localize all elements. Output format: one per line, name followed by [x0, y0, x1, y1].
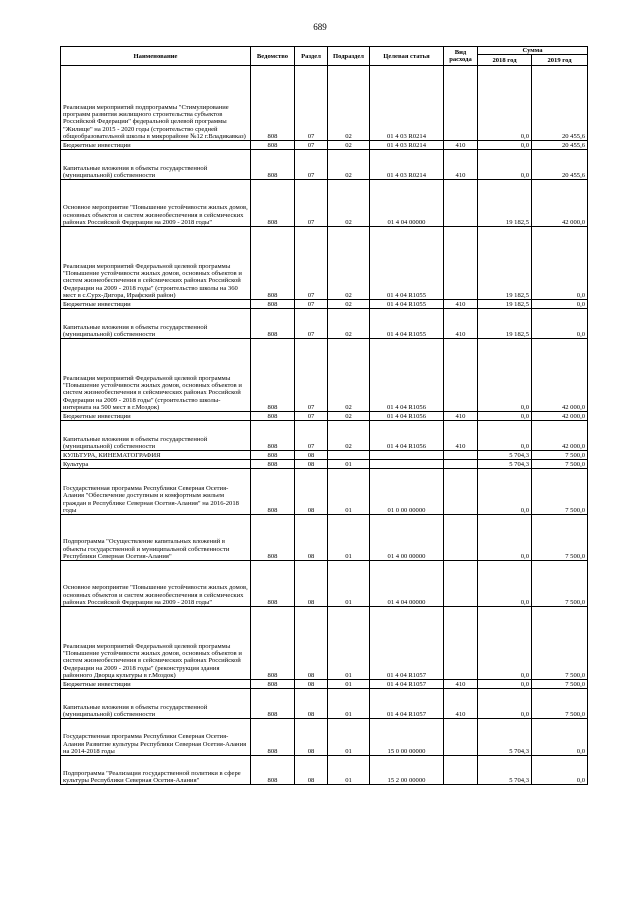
row-celevaya: 01 4 04 R1056	[370, 412, 444, 421]
row-celevaya: 01 4 03 R0214	[370, 141, 444, 150]
row-podrazdel: 01	[328, 515, 370, 561]
row-sum-2019: 42 000,0	[532, 339, 588, 412]
row-vid	[444, 460, 478, 469]
row-vid: 410	[444, 421, 478, 451]
row-vid	[444, 607, 478, 680]
row-razdel: 08	[295, 756, 328, 785]
row-razdel: 07	[295, 300, 328, 309]
row-sum-2018: 0,0	[478, 66, 532, 141]
table-row	[61, 66, 588, 141]
row-celevaya: 15 0 00 00000	[370, 719, 444, 756]
header-name: Наименование	[61, 47, 251, 66]
row-podrazdel: 01	[328, 469, 370, 515]
row-sum-2019: 42 000,0	[532, 421, 588, 451]
row-sum-2018: 19 182,5	[478, 300, 532, 309]
row-razdel: 07	[295, 66, 328, 141]
row-sum-2019: 20 455,6	[532, 150, 588, 180]
row-celevaya: 01 4 04 R1057	[370, 680, 444, 689]
row-celevaya: 01 4 04 R1057	[370, 689, 444, 719]
row-name: Реализация мероприятий подпрограммы "Стимулирование программ развития жилищного строительства субъектов Российской Федерации" федеральной целевой программы "Жилище" на 2015 - 2020 годы (строительство средней общеобразовательной школы в микрорайоне №12 г.Владикавказ)	[61, 66, 251, 141]
row-sum-2018: 0,0	[478, 689, 532, 719]
table-row	[61, 689, 588, 719]
row-celevaya: 01 4 04 00000	[370, 561, 444, 607]
row-sum-2019: 0,0	[532, 227, 588, 300]
row-vedomstvo: 808	[251, 300, 295, 309]
row-podrazdel: 02	[328, 150, 370, 180]
row-vedomstvo: 808	[251, 719, 295, 756]
row-sum-2019: 7 500,0	[532, 469, 588, 515]
row-vedomstvo: 808	[251, 421, 295, 451]
row-podrazdel: 01	[328, 689, 370, 719]
row-name: Капитальные вложения в объекты государственной (муниципальной) собственности	[61, 309, 251, 339]
row-vedomstvo: 808	[251, 141, 295, 150]
row-vedomstvo: 808	[251, 689, 295, 719]
row-vedomstvo: 808	[251, 460, 295, 469]
row-sum-2018: 0,0	[478, 412, 532, 421]
row-razdel: 07	[295, 150, 328, 180]
row-name: Бюджетные инвестиции	[61, 300, 251, 309]
table-row	[61, 227, 588, 300]
row-vid	[444, 451, 478, 460]
row-name: Капитальные вложения в объекты государственной (муниципальной) собственности	[61, 150, 251, 180]
row-razdel: 08	[295, 469, 328, 515]
row-sum-2018: 19 182,5	[478, 309, 532, 339]
row-vid: 410	[444, 412, 478, 421]
row-razdel: 07	[295, 227, 328, 300]
row-celevaya: 01 4 04 R1057	[370, 607, 444, 680]
row-razdel: 08	[295, 561, 328, 607]
budget-table	[60, 46, 588, 785]
row-celevaya: 01 4 04 00000	[370, 180, 444, 227]
row-vedomstvo: 808	[251, 451, 295, 460]
table-body	[61, 66, 588, 785]
header-2018: 2018 год	[478, 55, 532, 66]
row-celevaya: 01 4 04 R1055	[370, 300, 444, 309]
row-vedomstvo: 808	[251, 227, 295, 300]
row-celevaya: 01 4 04 R1056	[370, 339, 444, 412]
row-vid	[444, 180, 478, 227]
header-summa: Сумма	[478, 47, 588, 55]
row-vedomstvo: 808	[251, 309, 295, 339]
row-razdel: 07	[295, 412, 328, 421]
row-sum-2018: 5 704,3	[478, 460, 532, 469]
row-vid	[444, 561, 478, 607]
row-vid: 410	[444, 309, 478, 339]
row-vedomstvo: 808	[251, 150, 295, 180]
row-name: Бюджетные инвестиции	[61, 141, 251, 150]
row-name: Культура	[61, 460, 251, 469]
row-sum-2018: 0,0	[478, 339, 532, 412]
row-podrazdel: 02	[328, 180, 370, 227]
row-vedomstvo: 808	[251, 561, 295, 607]
table-row	[61, 421, 588, 451]
row-name: Реализация мероприятий Федеральной целевой программы "Повышение устойчивости жилых домов, основных объектов и систем жизнеобеспечения в сейсмических районах Российской Федерации на 2009 - 2018 годы" (строительство школы на 360 мест в с.Сурх-Дигора, Ирафский район)	[61, 227, 251, 300]
row-name: Бюджетные инвестиции	[61, 412, 251, 421]
row-razdel: 08	[295, 515, 328, 561]
row-sum-2018: 5 704,3	[478, 719, 532, 756]
row-name: Капитальные вложения в объекты государственной (муниципальной) собственности	[61, 421, 251, 451]
row-sum-2018: 0,0	[478, 141, 532, 150]
row-sum-2018: 0,0	[478, 607, 532, 680]
row-vedomstvo: 808	[251, 469, 295, 515]
row-sum-2019: 0,0	[532, 300, 588, 309]
row-razdel: 07	[295, 141, 328, 150]
header-razdel: Раздел	[295, 47, 328, 66]
row-name: КУЛЬТУРА, КИНЕМАТОГРАФИЯ	[61, 451, 251, 460]
row-razdel: 07	[295, 180, 328, 227]
row-celevaya	[370, 451, 444, 460]
row-sum-2018: 0,0	[478, 561, 532, 607]
row-vid: 410	[444, 150, 478, 180]
row-razdel: 08	[295, 460, 328, 469]
row-vid	[444, 339, 478, 412]
table-row	[61, 515, 588, 561]
row-podrazdel: 01	[328, 561, 370, 607]
row-podrazdel: 02	[328, 421, 370, 451]
row-celevaya: 01 4 04 R1055	[370, 227, 444, 300]
row-razdel: 07	[295, 309, 328, 339]
row-sum-2018: 19 182,5	[478, 227, 532, 300]
row-podrazdel: 02	[328, 227, 370, 300]
row-name: Реализация мероприятий Федеральной целевой программы "Повышение устойчивости жилых домов, основных объектов и систем жизнеобеспечения в сейсмических районах Российской Федерации на 2009 - 2018 годы" (реконструкция здания районного Дворца культуры в г.Моздок)	[61, 607, 251, 680]
row-podrazdel: 02	[328, 141, 370, 150]
row-name: Государственная программа Республики Северная Осетия-Алания Развитие культуры Республики Северная Осетия-Алания на 2014-2018 годы	[61, 719, 251, 756]
row-podrazdel: 01	[328, 756, 370, 785]
table-row	[61, 300, 588, 309]
row-celevaya: 01 4 04 R1056	[370, 421, 444, 451]
table-row	[61, 561, 588, 607]
row-razdel: 08	[295, 719, 328, 756]
row-name: Реализация мероприятий Федеральной целевой программы "Повышение устойчивости жилых домов, основных объектов и систем жизнеобеспечения в сейсмических районах Российской Федерации на 2009 - 2018 годы" (строительство школы-интерната на 500 мест в г.Моздок)	[61, 339, 251, 412]
row-podrazdel: 02	[328, 412, 370, 421]
row-sum-2018: 0,0	[478, 680, 532, 689]
row-celevaya: 01 0 00 00000	[370, 469, 444, 515]
table-row	[61, 460, 588, 469]
row-celevaya: 01 4 03 R0214	[370, 66, 444, 141]
row-name: Подпрограмма "Реализация государственной политики в сфере культуры Республики Северная Осетия-Алания"	[61, 756, 251, 785]
row-vedomstvo: 808	[251, 756, 295, 785]
row-vid	[444, 469, 478, 515]
row-sum-2019: 7 500,0	[532, 680, 588, 689]
row-sum-2018: 0,0	[478, 469, 532, 515]
row-sum-2019: 0,0	[532, 756, 588, 785]
row-sum-2019: 7 500,0	[532, 561, 588, 607]
row-name: Подпрограмма "Осуществление капитальных вложений в объекты государственной и муниципальной собственности Республики Северная Осетия-Алания"	[61, 515, 251, 561]
row-sum-2018: 5 704,3	[478, 756, 532, 785]
row-podrazdel	[328, 451, 370, 460]
row-celevaya: 15 2 00 00000	[370, 756, 444, 785]
row-sum-2018: 0,0	[478, 421, 532, 451]
row-podrazdel: 02	[328, 66, 370, 141]
table-row	[61, 607, 588, 680]
table-row	[61, 141, 588, 150]
row-sum-2018: 5 704,3	[478, 451, 532, 460]
row-celevaya: 01 4 00 00000	[370, 515, 444, 561]
row-podrazdel: 01	[328, 680, 370, 689]
row-celevaya	[370, 460, 444, 469]
table-row	[61, 339, 588, 412]
table-row	[61, 756, 588, 785]
header-podrazdel: Подраздел	[328, 47, 370, 66]
row-sum-2019: 20 455,6	[532, 141, 588, 150]
table-row	[61, 412, 588, 421]
header-vid: Вид расхода	[444, 47, 478, 66]
row-sum-2019: 7 500,0	[532, 515, 588, 561]
row-name: Бюджетные инвестиции	[61, 680, 251, 689]
table-row	[61, 719, 588, 756]
table-row	[61, 469, 588, 515]
row-vid: 410	[444, 141, 478, 150]
row-vedomstvo: 808	[251, 339, 295, 412]
header-vedomstvo: Ведомство	[251, 47, 295, 66]
table-row	[61, 180, 588, 227]
table-row	[61, 150, 588, 180]
row-sum-2019: 42 000,0	[532, 412, 588, 421]
row-vedomstvo: 808	[251, 607, 295, 680]
row-sum-2019: 20 455,6	[532, 66, 588, 141]
row-podrazdel: 01	[328, 460, 370, 469]
row-podrazdel: 02	[328, 309, 370, 339]
row-sum-2018: 19 182,5	[478, 180, 532, 227]
row-razdel: 08	[295, 680, 328, 689]
row-podrazdel: 01	[328, 607, 370, 680]
row-vid: 410	[444, 300, 478, 309]
row-sum-2019: 7 500,0	[532, 460, 588, 469]
header-celevaya: Целевая статья	[370, 47, 444, 66]
row-vedomstvo: 808	[251, 180, 295, 227]
row-vid	[444, 515, 478, 561]
row-vid: 410	[444, 689, 478, 719]
row-razdel: 08	[295, 607, 328, 680]
row-vedomstvo: 808	[251, 680, 295, 689]
row-podrazdel: 01	[328, 719, 370, 756]
row-sum-2018: 0,0	[478, 150, 532, 180]
table-row	[61, 309, 588, 339]
row-razdel: 07	[295, 339, 328, 412]
row-razdel: 07	[295, 421, 328, 451]
row-razdel: 08	[295, 689, 328, 719]
row-podrazdel: 02	[328, 300, 370, 309]
row-vedomstvo: 808	[251, 515, 295, 561]
row-razdel: 08	[295, 451, 328, 460]
row-celevaya: 01 4 04 R1055	[370, 309, 444, 339]
row-vid	[444, 719, 478, 756]
row-celevaya: 01 4 03 R0214	[370, 150, 444, 180]
row-sum-2019: 7 500,0	[532, 689, 588, 719]
row-sum-2019: 42 000,0	[532, 180, 588, 227]
row-sum-2019: 7 500,0	[532, 607, 588, 680]
table-row	[61, 680, 588, 689]
row-vedomstvo: 808	[251, 66, 295, 141]
row-vid	[444, 66, 478, 141]
row-name: Государственная программа Республики Северная Осетия-Алания "Обеспечение доступным и комфортным жильем граждан в Республике Северная Осетия-Алания" на 2016-2018 годы	[61, 469, 251, 515]
table-header	[61, 47, 588, 66]
table-row	[61, 451, 588, 460]
header-2019: 2019 год	[532, 55, 588, 66]
row-name: Основное мероприятие "Повышение устойчивости жилых домов, основных объектов и систем жизнеобеспечения в сейсмических районах Российской Федерации на 2009 - 2018 годы"	[61, 561, 251, 607]
row-vid	[444, 227, 478, 300]
row-name: Капитальные вложения в объекты государственной (муниципальной) собственности	[61, 689, 251, 719]
page-number: 689	[313, 22, 327, 32]
row-vid: 410	[444, 680, 478, 689]
row-sum-2019: 7 500,0	[532, 451, 588, 460]
row-vid	[444, 756, 478, 785]
row-sum-2019: 0,0	[532, 309, 588, 339]
row-sum-2019: 0,0	[532, 719, 588, 756]
row-podrazdel: 02	[328, 339, 370, 412]
row-name: Основное мероприятие "Повышение устойчивости жилых домов, основных объектов и систем жизнеобеспечения в сейсмических районах Российской Федерации на 2009 - 2018 годы"	[61, 180, 251, 227]
row-sum-2018: 0,0	[478, 515, 532, 561]
row-vedomstvo: 808	[251, 412, 295, 421]
